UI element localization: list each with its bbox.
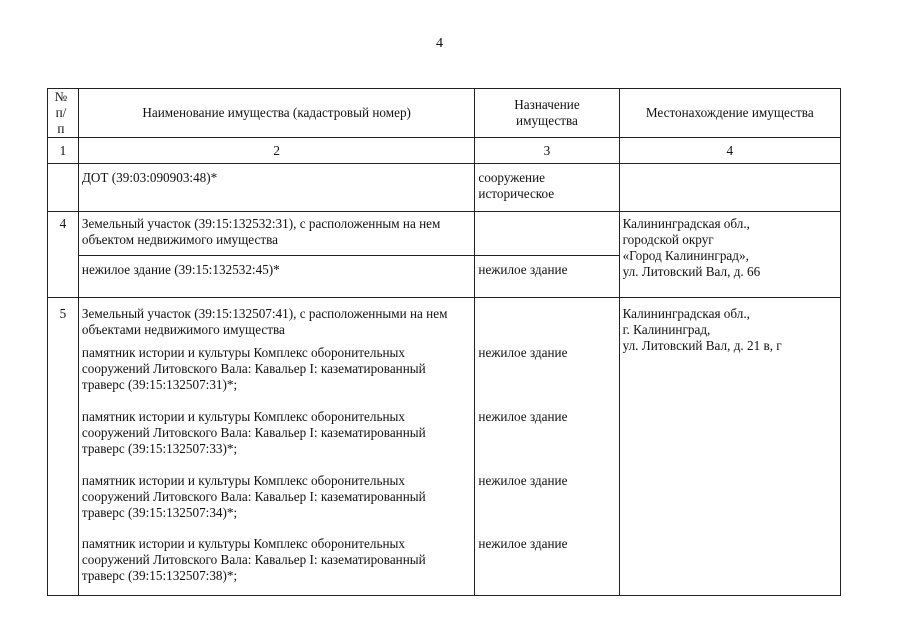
row-number: 5 xyxy=(48,298,79,596)
table-row xyxy=(48,164,841,212)
column-number-row xyxy=(48,138,841,164)
column-number-1: 1 xyxy=(48,138,79,164)
header-name: Наименование имущества (кадастровый номер) xyxy=(78,89,475,138)
header-location: Местонахождение имущества xyxy=(619,89,840,138)
header-row xyxy=(48,89,841,138)
property-name: памятник истории и культуры Комплекс оборонительных сооружений Литовского Вала: Кавальер I: казематированный траверс (39:15:132507:31)*; xyxy=(81,345,426,392)
property-name: Земельный участок (39:15:132532:31), с расположенным на нем объектом недвижимого имущества xyxy=(78,212,475,256)
property-table xyxy=(47,88,841,596)
column-number-4: 4 xyxy=(619,138,840,164)
row-number: 4 xyxy=(48,212,79,298)
property-purpose: нежилое здание xyxy=(478,536,568,551)
property-name: нежилое здание (39:15:132532:45)* xyxy=(78,256,475,298)
property-purpose xyxy=(475,212,619,256)
property-purpose: нежилое здание xyxy=(478,409,568,424)
property-location: Калининградская обл., городской округ «Город Калининград», ул. Литовский Вал, д. 66 xyxy=(619,212,840,298)
column-number-3: 3 xyxy=(475,138,619,164)
column-number-2: 2 xyxy=(78,138,475,164)
property-name: Земельный участок (39:15:132507:41), с расположенными на нем объектами недвижимого имущества xyxy=(81,306,448,337)
property-name: памятник истории и культуры Комплекс оборонительных сооружений Литовского Вала: Кавальер I: казематированный траверс (39:15:132507:33)*; xyxy=(81,409,426,456)
property-name: памятник истории и культуры Комплекс оборонительных сооружений Литовского Вала: Кавальер I: казематированный траверс (39:15:132507:38)*; xyxy=(81,536,426,583)
property-location xyxy=(619,164,840,212)
property-purpose: нежилое здание xyxy=(475,256,619,298)
property-name: ДОТ (39:03:090903:48)* xyxy=(78,164,475,212)
row-number xyxy=(48,164,79,212)
property-purpose-list xyxy=(475,298,619,596)
property-purpose: нежилое здание xyxy=(478,473,568,488)
page-number: 4 xyxy=(436,36,443,51)
property-purpose xyxy=(478,306,615,345)
table-row xyxy=(48,298,841,596)
property-name-list xyxy=(78,298,475,596)
property-name: памятник истории и культуры Комплекс оборонительных сооружений Литовского Вала: Кавальер I: казематированный траверс (39:15:132507:34)*; xyxy=(81,473,426,520)
table-row xyxy=(48,212,841,256)
property-location: Калининградская обл., г. Калининград, ул. Литовский Вал, д. 21 в, г xyxy=(619,298,840,596)
property-purpose: сооружение историческое xyxy=(475,164,619,212)
property-purpose: нежилое здание xyxy=(478,345,568,360)
header-purpose: Назначение имущества xyxy=(475,89,619,138)
header-num: № п/п xyxy=(48,89,79,138)
